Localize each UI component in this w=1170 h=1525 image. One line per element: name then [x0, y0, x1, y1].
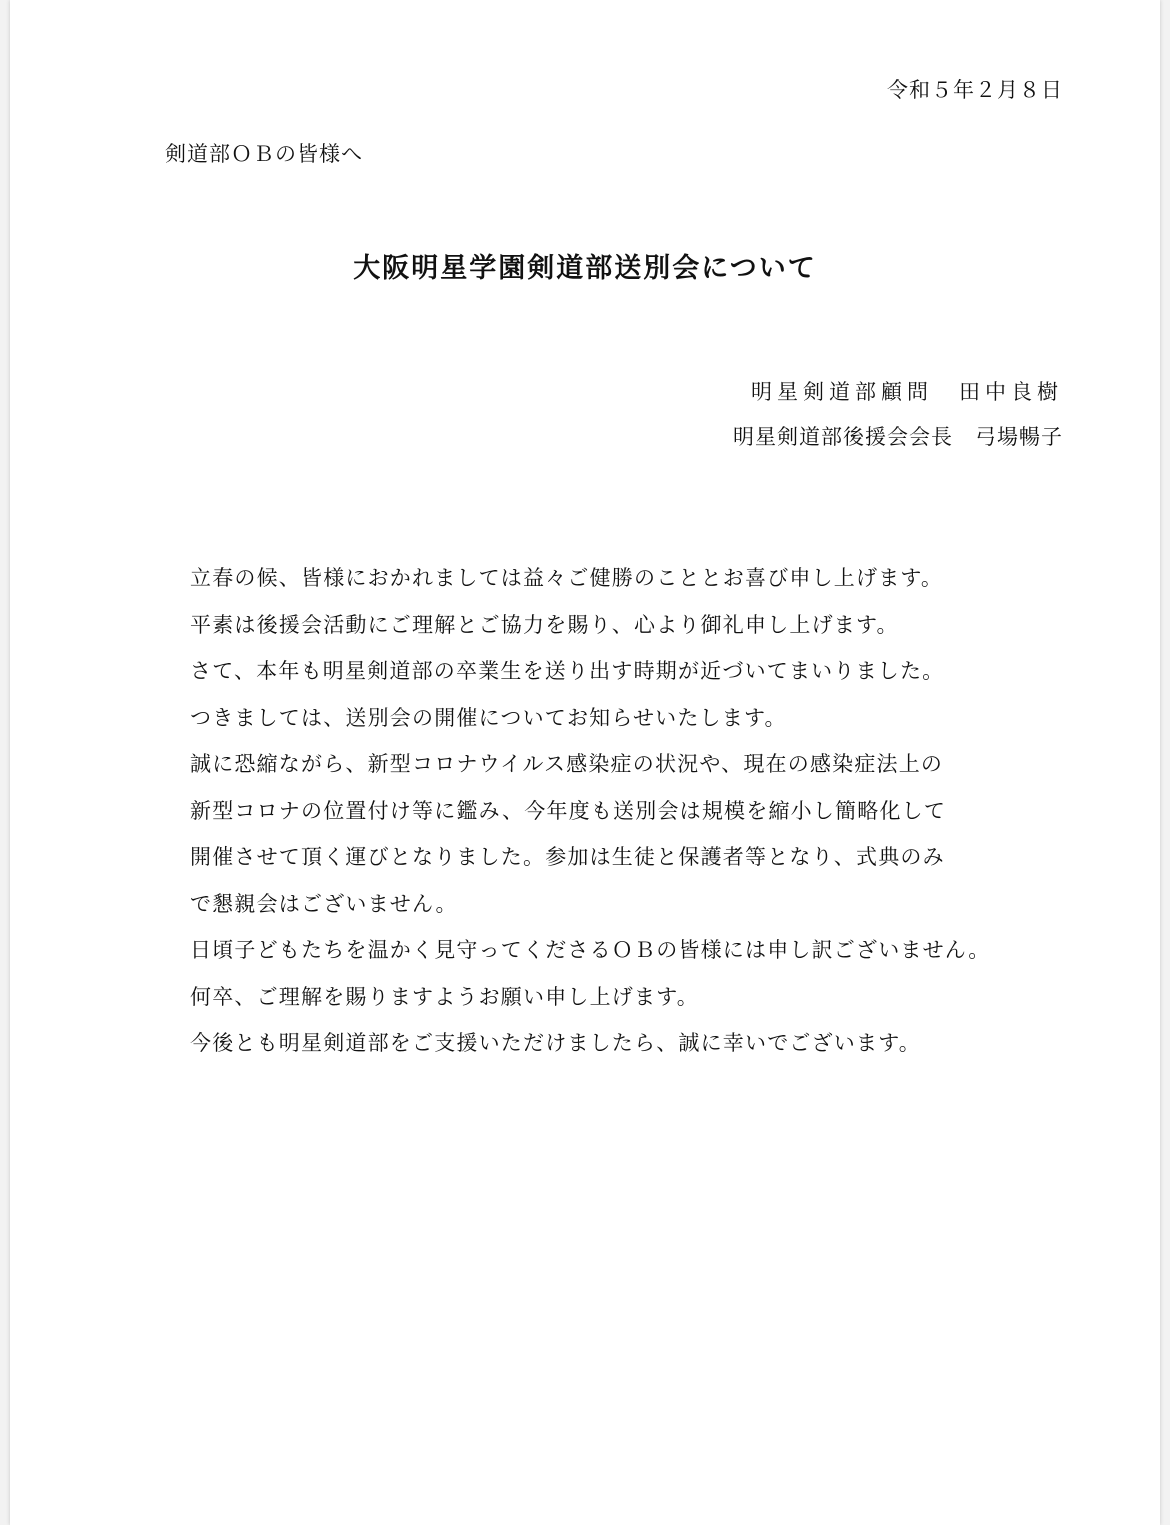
body-line: 何卒、ご理解を賜りますようお願い申し上げます。: [190, 984, 699, 1009]
document-title: 大阪明星学園剣道部送別会について: [353, 253, 817, 284]
body-line: 開催させて頂く運びとなりました。参加は生徒と保護者等となり、式典のみ: [190, 845, 945, 869]
document-page: [10, 0, 1160, 1525]
addressee: 剣道部ＯＢの皆様へ: [165, 142, 363, 166]
letter-body: [190, 562, 1070, 1074]
body-line: 平素は後援会活動にご理解とご協力を賜り、心より御礼申し上げます。: [190, 612, 899, 637]
body-line: 立春の候、皆様におかれましては益々ご健勝のこととお喜び申し上げます。: [190, 566, 944, 590]
sender-advisor: 明星剣道部顧問 田中良樹: [751, 380, 1063, 404]
sender-support-chair: 明星剣道部後援会会長 弓場暢子: [733, 425, 1063, 449]
body-line: 今後とも明星剣道部をご支援いただけましたら、誠に幸いでございます。: [190, 1031, 921, 1055]
body-line: で懇親会はございません。: [190, 891, 458, 916]
body-line: 日頃子どもたちを温かく見守ってくださるＯＢの皆様には申し訳ございません。: [190, 938, 991, 962]
document-date: 令和５年２月８日: [887, 78, 1063, 102]
body-line: さて、本年も明星剣道部の卒業生を送り出す時期が近づいてまいりました。: [190, 659, 945, 683]
body-line: つきましては、送別会の開催についてお知らせいたします。: [190, 705, 787, 730]
body-line: 誠に恐縮ながら、新型コロナウイルス感染症の状況や、現在の感染症法上の: [190, 752, 944, 776]
body-line: 新型コロナの位置付け等に鑑み、今年度も送別会は規模を縮小し簡略化して: [190, 798, 947, 823]
